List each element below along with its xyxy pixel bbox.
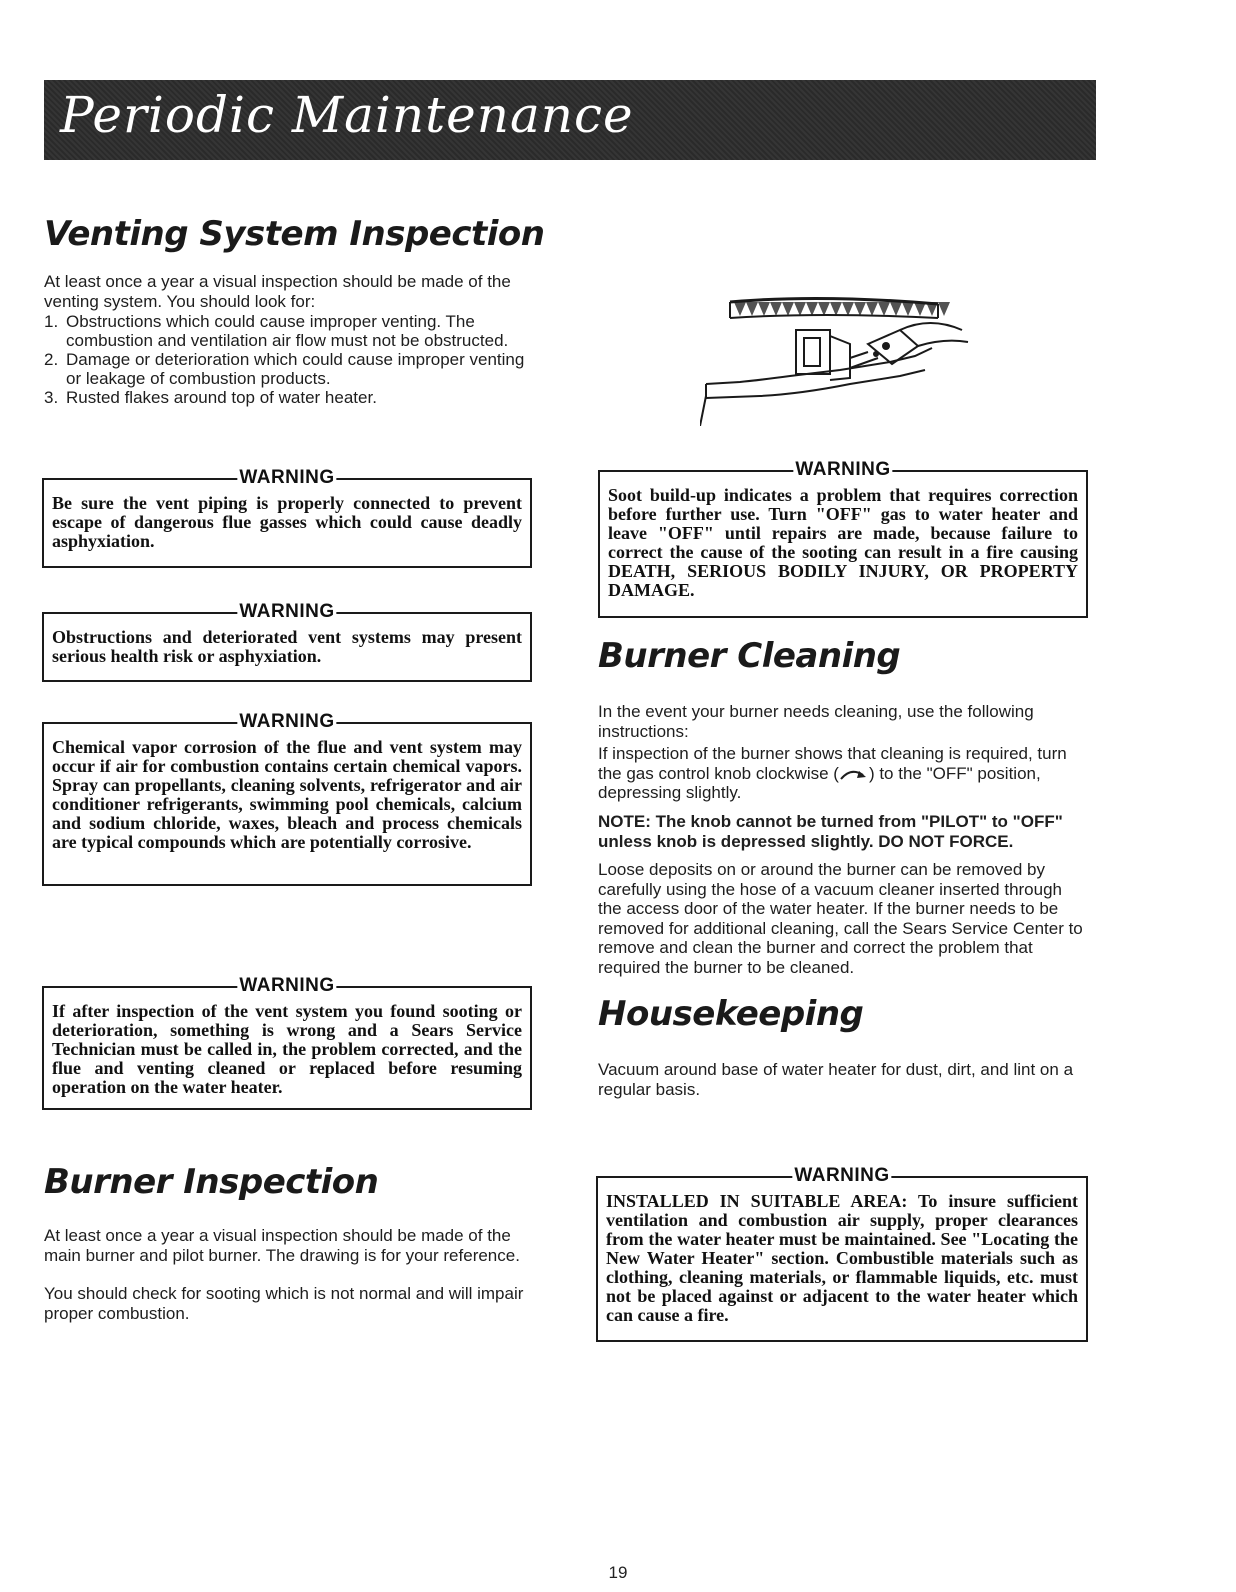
burner-cleaning-note: NOTE: The knob cannot be turned from "PILOT" to "OFF" unless knob is depressed slightly. DO NOT FORCE. [598,812,1063,851]
venting-heading: Venting System Inspection [44,214,545,254]
warning-box-installed-area [596,1165,1088,1342]
list-item: 1. Obstructions which could cause improper venting. The combustion and ventilation air flow must not be obstructed. [44,312,509,350]
warning-box-vent-piping [42,467,532,568]
burner-inspection-p2: You should check for sooting which is not normal and will impair proper combustion. [44,1284,524,1323]
burner-cleaning-heading: Burner Cleaning [598,636,901,676]
clockwise-arrow-icon [839,767,869,781]
burner-illustration [700,286,976,426]
burner-cleaning-p2: If inspection of the burner shows that cleaning is required, turn the gas control knob clockwise ( ) to the "OFF" position, depressing slightly. [598,744,1067,802]
warning-text: If after inspection of the vent system you found sooting or deterioration, something is wrong and a Sears Service Technician must be called in, the problem corrected, and the flue and venting cleaned or replaced before resuming operation on the water heater. [52,1001,522,1097]
page-title: Periodic Maintenance [60,86,634,144]
list-item: 3. Rusted flakes around top of water heater. [44,388,377,407]
warning-text: INSTALLED IN SUITABLE AREA: To insure sufficient ventilation and combustion air supply, proper clearances from the water heater must be maintained. See "Locating the New Water Heater" section. Combustible materials such as clothing, cleaning materials, or flammable liquids, etc. must not be placed against or adjacent to the water heater which can cause a fire. [606,1191,1078,1325]
warning-box-obstructions [42,601,532,682]
warning-text: Chemical vapor corrosion of the flue and vent system may occur if air for combustion contains certain chemical vapors. Spray can propellants, cleaning solvents, refrigerator and air conditioner refrigerants, swimming pool chemicals, calcium and sodium chloride, waxes, bleach and process chemicals are typical compounds which are potentially corrosive. [52,737,522,852]
burner-inspection-heading: Burner Inspection [44,1162,379,1202]
warning-label: WARNING [239,467,335,488]
burner-inspection-p1: At least once a year a visual inspection should be made of the main burner and pilot burner. The drawing is for your reference. [44,1226,520,1265]
warning-box-soot-buildup [598,459,1088,618]
warning-label: WARNING [239,711,335,732]
warning-text: Soot build-up indicates a problem that requires correction before further use. Turn "OFF" gas to water heater and leave "OFF" until repairs are made, because failure to correct the cause of the sooting can result in a fire causing DEATH, SERIOUS BODILY INJURY, OR PROPERTY DAMAGE. [608,485,1078,600]
warning-box-chemical-vapor [42,711,532,886]
warning-label: WARNING [239,975,335,996]
burner-cleaning-p1: In the event your burner needs cleaning, use the following instructions: [598,702,1034,741]
warning-label: WARNING [794,1165,890,1186]
page-number: 19 [608,1563,628,1582]
warning-box-sooting-vent [42,975,532,1110]
warning-text: Obstructions and deteriorated vent systems may present serious health risk or asphyxiation. [52,627,522,666]
burner-cleaning-p3: Loose deposits on or around the burner can be removed by carefully using the hose of a vacuum cleaner inserted through the access door of the water heater. If the burner needs to be removed for additional cleaning, call the Sears Service Center to remove and clean the burner and correct the problem that required the burner to be cleaned. [598,860,1083,977]
housekeeping-heading: Housekeeping [598,994,864,1034]
warning-label: WARNING [239,601,335,622]
warning-text: Be sure the vent piping is properly connected to prevent escape of dangerous flue gasses which could cause deadly asphyxiation. [52,493,522,551]
header-banner [44,80,1096,160]
list-item: 2. Damage or deterioration which could cause improper venting or leakage of combustion products. [44,350,525,388]
venting-intro: At least once a year a visual inspection should be made of the venting system. You should look for: [44,272,511,311]
warning-label: WARNING [795,459,891,480]
housekeeping-text: Vacuum around base of water heater for dust, dirt, and lint on a regular basis. [598,1060,1074,1099]
venting-checklist [44,312,532,407]
